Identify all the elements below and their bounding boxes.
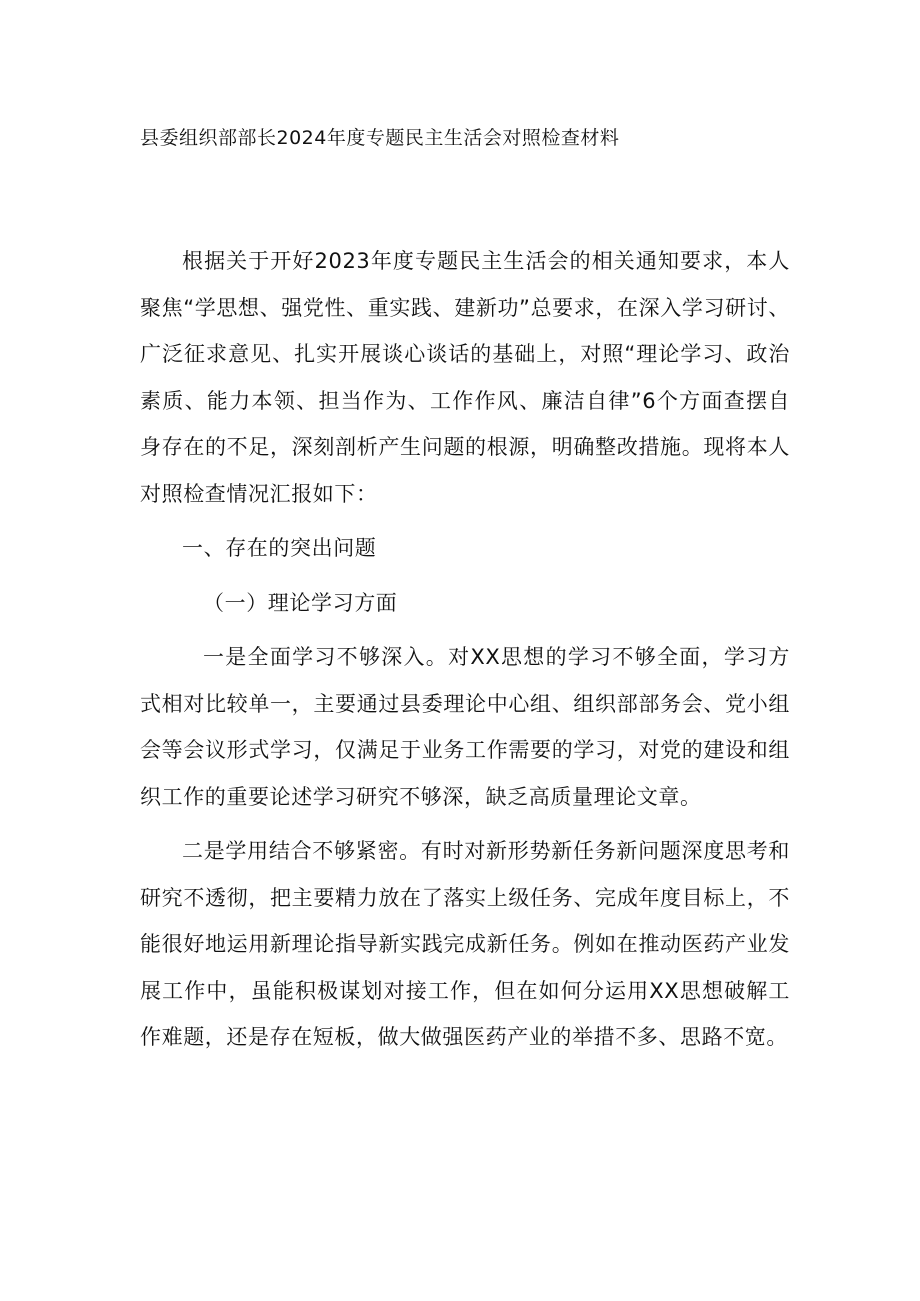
section-heading: 一、存在的突出问题 [182, 536, 377, 560]
point-paragraph-1: 一是全面学习不够深入。对XX思想的学习不够全面，学习方式相对比较单一，主要通过县委理论中心组、组织部部务会、党小组会等会议形式学习，仅满足于业务工作需要的学习，对党的建设和组织工作的重要论述学习研究不够深，缺乏高质量理论文章。 [140, 645, 790, 809]
intro-paragraph: 根据关于开好2023年度专题民主生活会的相关通知要求，本人聚焦“学思想、强党性、重实践、建新功”总要求，在深入学习研讨、广泛征求意见、扎实开展谈心谈话的基础上，对照“理论学习、政治素质、能力本领、担当作为、工作作风、廉洁自律”6个方面查摆自身存在的不足，深刻剖析产生问题的根源，明确整改措施。现将本人对照检查情况汇报如下： [140, 249, 790, 506]
document-body [140, 238, 790, 1061]
subsection-heading: （一）理论学习方面 [203, 590, 398, 615]
point-paragraph-2: 二是学用结合不够紧密。有时对新形势新任务新问题深度思考和研究不透彻，把主要精力放在了落实上级任务、完成年度目标上，不能很好地运用新理论指导新实践完成新任务。例如在推动医药产业发展工作中，虽能积极谋划对接工作，但在如何分运用XX思想破解工作难题，还是存在短板，做大做强医药产业的举措不多、思路不宽。 [140, 839, 790, 1049]
document-title: 县委组织部部长2024年度专题民主生活会对照检查材料 [140, 127, 620, 149]
